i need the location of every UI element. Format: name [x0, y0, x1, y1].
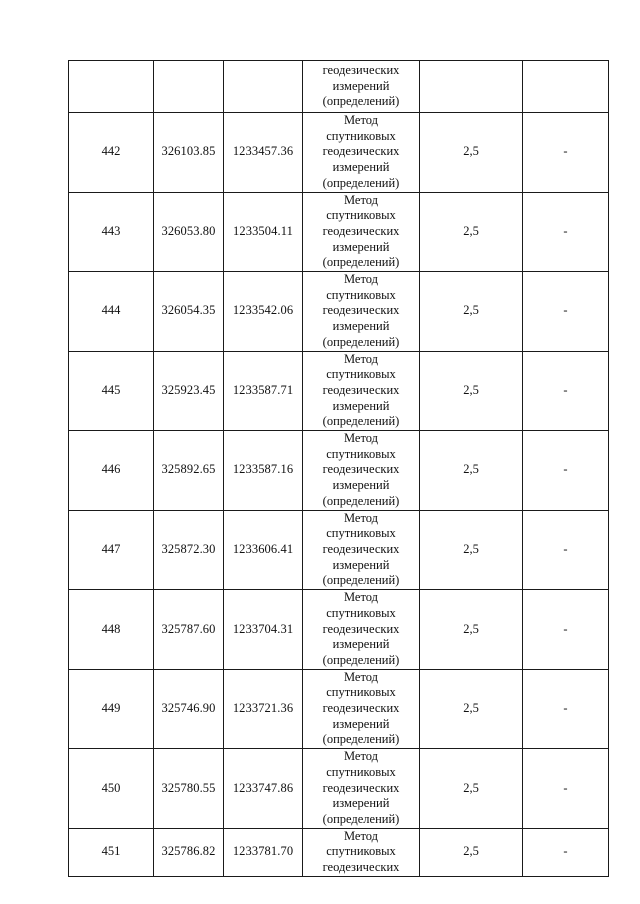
method-line: спутниковых — [326, 685, 396, 700]
method-line: измерений — [332, 78, 390, 93]
x-coordinate-cell: 325746.90 — [154, 669, 224, 749]
method-line: Метод — [343, 351, 379, 366]
method-line: спутниковых — [326, 208, 396, 223]
method-line: геодезических — [322, 780, 400, 795]
method-line: (определений) — [322, 811, 400, 826]
note-cell: - — [523, 828, 609, 876]
table-row — [69, 590, 609, 670]
method-line: геодезических — [322, 701, 400, 716]
method-cell — [303, 272, 420, 352]
method-line: Метод — [343, 113, 379, 127]
note-cell — [523, 61, 609, 113]
table-row — [69, 669, 609, 749]
method-line: измерений — [332, 637, 390, 652]
accuracy-cell: 2,5 — [420, 272, 523, 352]
x-coordinate-cell — [154, 61, 224, 113]
accuracy-cell — [420, 61, 523, 113]
accuracy-cell: 2,5 — [420, 749, 523, 829]
note-cell: - — [523, 590, 609, 670]
y-coordinate-cell: 1233457.36 — [224, 113, 303, 193]
table-body — [69, 61, 609, 877]
method-line: Метод — [343, 749, 379, 764]
accuracy-cell: 2,5 — [420, 828, 523, 876]
method-line: измерений — [332, 716, 390, 731]
method-line: (определений) — [322, 493, 400, 508]
method-cell — [303, 431, 420, 511]
table-row — [69, 828, 609, 876]
point-id-cell: 447 — [69, 510, 154, 590]
accuracy-cell: 2,5 — [420, 590, 523, 670]
y-coordinate-cell — [224, 61, 303, 113]
method-line: геодезических — [322, 860, 400, 875]
method-line: спутниковых — [326, 526, 396, 541]
y-coordinate-cell: 1233704.31 — [224, 590, 303, 670]
note-cell: - — [523, 192, 609, 272]
table-row-continued — [69, 61, 609, 113]
method-cell — [303, 61, 420, 113]
method-line: спутниковых — [326, 446, 396, 461]
method-line: геодезических — [322, 621, 400, 636]
method-line: геодезических — [322, 144, 400, 159]
y-coordinate-cell: 1233747.86 — [224, 749, 303, 829]
method-line: измерений — [332, 239, 390, 254]
method-line: геодезических — [322, 382, 400, 397]
note-cell: - — [523, 669, 609, 749]
method-line: геодезических — [322, 462, 400, 477]
method-line: (определений) — [322, 573, 400, 588]
method-line: (определений) — [322, 652, 400, 667]
method-line: геодезических — [322, 303, 400, 318]
point-id-cell: 450 — [69, 749, 154, 829]
method-line: Метод — [343, 431, 379, 446]
method-line: Метод — [343, 669, 379, 684]
method-cell — [303, 749, 420, 829]
method-line: измерений — [332, 398, 390, 413]
method-cell — [303, 351, 420, 431]
method-line: измерений — [332, 319, 390, 334]
point-id-cell: 451 — [69, 828, 154, 876]
note-cell: - — [523, 272, 609, 352]
point-id-cell: 444 — [69, 272, 154, 352]
note-cell: - — [523, 431, 609, 511]
method-line: (определений) — [322, 334, 400, 349]
point-id-cell: 446 — [69, 431, 154, 511]
table-row — [69, 272, 609, 352]
x-coordinate-cell: 325786.82 — [154, 828, 224, 876]
y-coordinate-cell: 1233587.71 — [224, 351, 303, 431]
note-cell: - — [523, 749, 609, 829]
x-coordinate-cell: 325787.60 — [154, 590, 224, 670]
method-line: спутниковых — [326, 844, 396, 859]
method-line: Метод — [343, 272, 379, 287]
note-cell: - — [523, 351, 609, 431]
x-coordinate-cell: 326053.80 — [154, 192, 224, 272]
method-line: спутниковых — [326, 605, 396, 620]
point-id-cell: 443 — [69, 192, 154, 272]
method-line: измерений — [332, 557, 390, 572]
method-cell — [303, 828, 420, 876]
y-coordinate-cell: 1233542.06 — [224, 272, 303, 352]
method-cell — [303, 510, 420, 590]
table-row — [69, 749, 609, 829]
x-coordinate-cell: 326103.85 — [154, 113, 224, 193]
note-cell: - — [523, 510, 609, 590]
point-id-cell: 445 — [69, 351, 154, 431]
note-cell: - — [523, 113, 609, 193]
method-line: геодезических — [322, 62, 400, 77]
y-coordinate-cell: 1233504.11 — [224, 192, 303, 272]
x-coordinate-cell: 326054.35 — [154, 272, 224, 352]
accuracy-cell: 2,5 — [420, 431, 523, 511]
table-row — [69, 351, 609, 431]
table-row — [69, 192, 609, 272]
y-coordinate-cell: 1233781.70 — [224, 828, 303, 876]
method-cell — [303, 192, 420, 272]
method-cell — [303, 590, 420, 670]
method-cell — [303, 669, 420, 749]
method-line: спутниковых — [326, 128, 396, 143]
method-line: геодезических — [322, 223, 400, 238]
accuracy-cell: 2,5 — [420, 113, 523, 193]
accuracy-cell: 2,5 — [420, 510, 523, 590]
coordinates-table — [68, 60, 609, 877]
method-line: Метод — [343, 590, 379, 605]
method-line: Метод — [343, 828, 379, 843]
y-coordinate-cell: 1233606.41 — [224, 510, 303, 590]
method-line: измерений — [332, 160, 390, 175]
point-id-cell: 442 — [69, 113, 154, 193]
table-row — [69, 510, 609, 590]
method-line: измерений — [332, 478, 390, 493]
method-line: (определений) — [322, 255, 400, 270]
x-coordinate-cell: 325923.45 — [154, 351, 224, 431]
y-coordinate-cell: 1233587.16 — [224, 431, 303, 511]
accuracy-cell: 2,5 — [420, 192, 523, 272]
method-line: геодезических — [322, 541, 400, 556]
accuracy-cell: 2,5 — [420, 669, 523, 749]
x-coordinate-cell: 325780.55 — [154, 749, 224, 829]
method-line: (определений) — [322, 94, 400, 109]
method-line: спутниковых — [326, 367, 396, 382]
y-coordinate-cell: 1233721.36 — [224, 669, 303, 749]
accuracy-cell: 2,5 — [420, 351, 523, 431]
method-line: спутниковых — [326, 764, 396, 779]
method-line: (определений) — [322, 414, 400, 429]
table-row — [69, 431, 609, 511]
table-row — [69, 113, 609, 193]
method-line: (определений) — [322, 175, 400, 190]
method-line: спутниковых — [326, 287, 396, 302]
point-id-cell — [69, 61, 154, 113]
x-coordinate-cell: 325872.30 — [154, 510, 224, 590]
x-coordinate-cell: 325892.65 — [154, 431, 224, 511]
method-line: измерений — [332, 796, 390, 811]
point-id-cell: 448 — [69, 590, 154, 670]
method-line: Метод — [343, 192, 379, 207]
method-line: Метод — [343, 510, 379, 525]
point-id-cell: 449 — [69, 669, 154, 749]
method-cell — [303, 113, 420, 193]
method-line: (определений) — [322, 732, 400, 747]
